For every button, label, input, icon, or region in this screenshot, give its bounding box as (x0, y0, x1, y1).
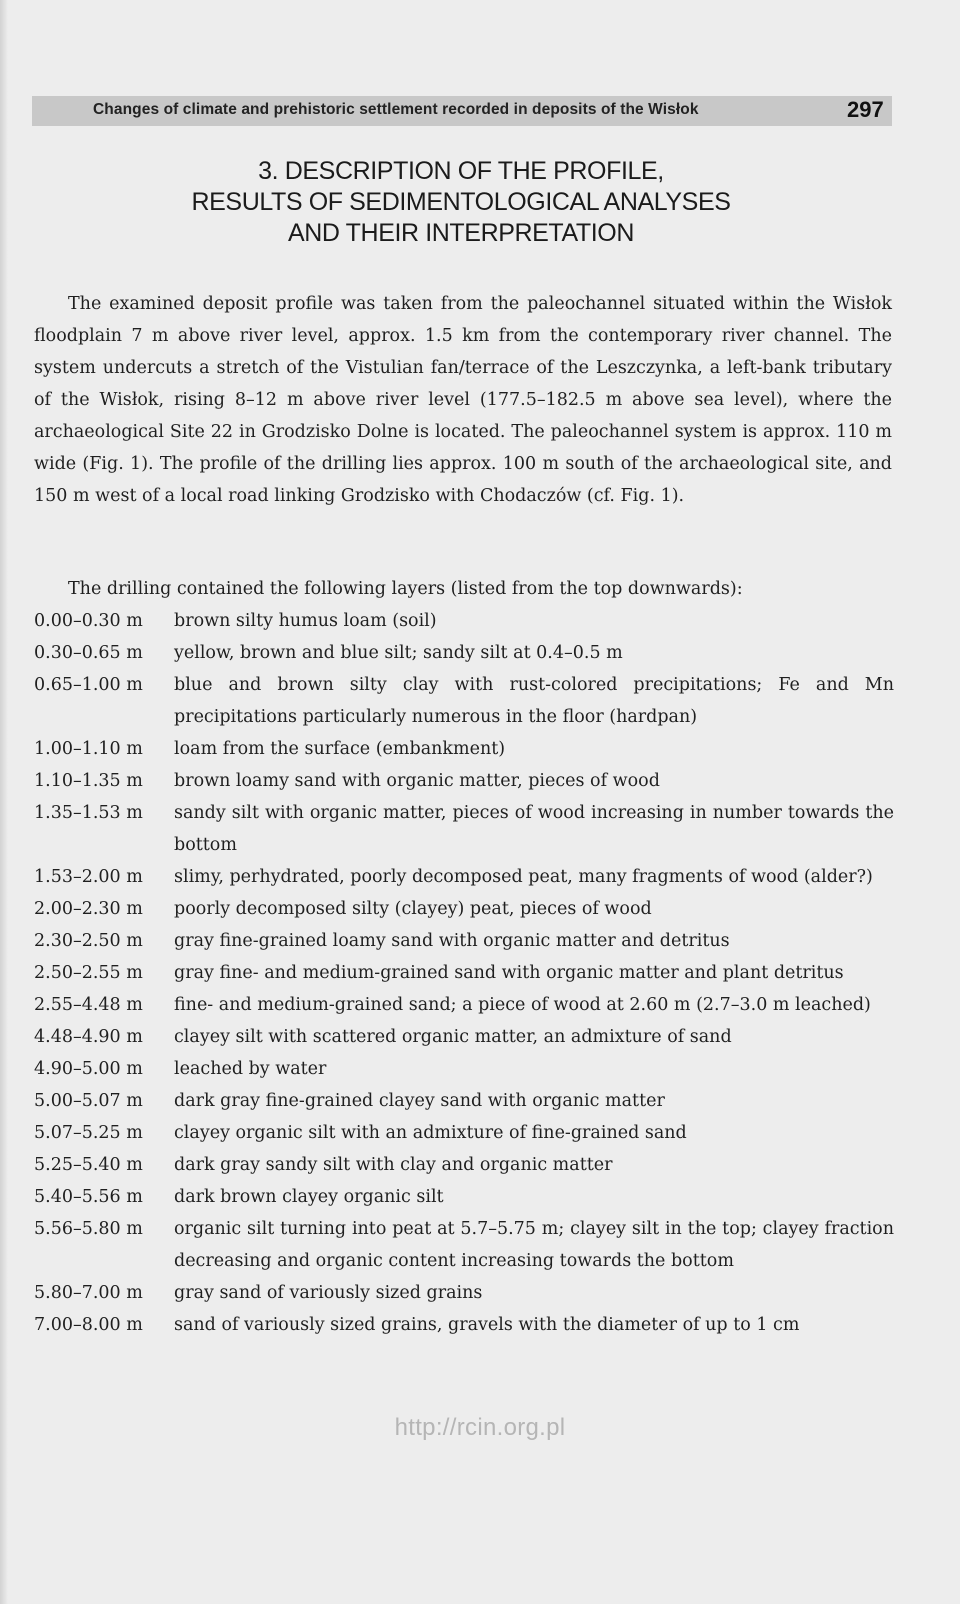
layer-depth: 2.00–2.30 m (34, 899, 143, 919)
layer-depth: 7.00–8.00 m (34, 1315, 143, 1335)
layer-description: organic silt turning into peat at 5.7–5.75 m; clayey silt in the top; clayey fraction decreasing and organic content increasing towards the bottom (174, 1219, 894, 1271)
layer-depth: 5.40–5.56 m (34, 1187, 143, 1207)
layer-depth: 5.07–5.25 m (34, 1123, 143, 1143)
layer-row (34, 1021, 894, 1053)
layer-row (34, 957, 894, 989)
layer-depth: 0.65–1.00 m (34, 675, 143, 695)
layer-row (34, 1053, 894, 1085)
layer-depth: 4.90–5.00 m (34, 1059, 143, 1079)
layer-row (34, 797, 894, 861)
layer-row (34, 733, 894, 765)
layer-description: leached by water (174, 1059, 327, 1079)
page-edge-shadow (0, 0, 8, 1604)
layer-description: sand of variously sized grains, gravels with the diameter of up to 1 cm (174, 1315, 800, 1335)
layer-row (34, 1149, 894, 1181)
layer-depth: 5.00–5.07 m (34, 1091, 143, 1111)
layer-description: loam from the surface (embankment) (174, 739, 506, 759)
layer-description: fine- and medium-grained sand; a piece of wood at 2.60 m (2.7–3.0 m leached) (174, 995, 871, 1015)
layer-row (34, 1309, 894, 1341)
layer-description: blue and brown silty clay with rust-colored precipitations; Fe and Mn precipitations particularly numerous in the floor (hardpan) (174, 675, 894, 727)
layer-description: slimy, perhydrated, poorly decomposed peat, many fragments of wood (alder?) (174, 867, 873, 887)
layer-description: clayey organic silt with an admixture of fine-grained sand (174, 1123, 687, 1143)
layer-description: sandy silt with organic matter, pieces of wood increasing in number towards the bottom (174, 803, 894, 855)
section-title-line: AND THEIR INTERPRETATION (288, 219, 634, 247)
layer-depth: 1.35–1.53 m (34, 803, 143, 823)
layer-depth: 1.10–1.35 m (34, 771, 143, 791)
layer-row (34, 637, 894, 669)
layer-description: brown silty humus loam (soil) (174, 611, 437, 631)
section-title-line: RESULTS OF SEDIMENTOLOGICAL ANALYSES (191, 188, 731, 216)
layer-description: clayey silt with scattered organic matter, an admixture of sand (174, 1027, 732, 1047)
source-url-watermark: http://rcin.org.pl (394, 1414, 566, 1441)
layer-description: gray fine- and medium-grained sand with organic matter and plant detritus (174, 963, 844, 983)
layer-description: gray fine-grained loamy sand with organic matter and detritus (174, 931, 730, 951)
layer-row (34, 1085, 894, 1117)
layer-row (34, 1181, 894, 1213)
layer-row (34, 925, 894, 957)
layer-description: dark gray fine-grained clayey sand with organic matter (174, 1091, 665, 1111)
layer-depth: 2.50–2.55 m (34, 963, 143, 983)
section-title-line: 3. DESCRIPTION OF THE PROFILE, (258, 157, 664, 185)
layer-depth: 5.80–7.00 m (34, 1283, 143, 1303)
layer-depth: 5.25–5.40 m (34, 1155, 143, 1175)
layer-row (34, 893, 894, 925)
layer-depth: 1.53–2.00 m (34, 867, 143, 887)
layer-depth: 1.00–1.10 m (34, 739, 143, 759)
layer-row (34, 1117, 894, 1149)
layer-row (34, 605, 894, 637)
layer-row (34, 1213, 894, 1277)
section-title (100, 156, 822, 249)
layer-row (34, 669, 894, 733)
layer-depth: 4.48–4.90 m (34, 1027, 143, 1047)
layer-row (34, 861, 894, 893)
layer-depth: 2.55–4.48 m (34, 995, 143, 1015)
layer-description: dark gray sandy silt with clay and organic matter (174, 1155, 613, 1175)
intro-paragraph: The examined deposit profile was taken from the paleochannel situated within the Wisłok floodplain 7 m above river level, approx. 1.5 km from the contemporary river channel. The system undercuts a stretch of the Vistulian fan/terrace of the Leszczynka, a left-bank tributary of the Wisłok, rising 8–12 m above river level (177.5–182.5 m above sea level), where the archaeological Site 22 in Grodzisko Dolne is located. The paleochannel system is approx. 110 m wide (Fig. 1). The profile of the drilling lies approx. 100 m south of the archaeological site, and 150 m west of a local road linking Grodzisko with Chodaczów (cf. Fig. 1). (34, 294, 892, 506)
layer-row (34, 1277, 894, 1309)
page-number: 297 (847, 97, 884, 122)
layer-description: poorly decomposed silty (clayey) peat, pieces of wood (174, 899, 652, 919)
running-header-title: Changes of climate and prehistoric settlement recorded in deposits of the Wisłok (93, 101, 699, 118)
layer-depth: 5.56–5.80 m (34, 1219, 143, 1239)
layer-description: dark brown clayey organic silt (174, 1187, 444, 1207)
layer-description: yellow, brown and blue silt; sandy silt at 0.4–0.5 m (174, 643, 623, 663)
layer-row (34, 765, 894, 797)
layer-description: brown loamy sand with organic matter, pieces of wood (174, 771, 660, 791)
layer-depth: 0.00–0.30 m (34, 611, 143, 631)
layer-depth: 2.30–2.50 m (34, 931, 143, 951)
layers-intro: The drilling contained the following layers (listed from the top downwards): (68, 579, 743, 599)
layer-description: gray sand of variously sized grains (174, 1283, 483, 1303)
layer-depth: 0.30–0.65 m (34, 643, 143, 663)
layer-list (34, 605, 894, 1341)
layer-row (34, 989, 894, 1021)
